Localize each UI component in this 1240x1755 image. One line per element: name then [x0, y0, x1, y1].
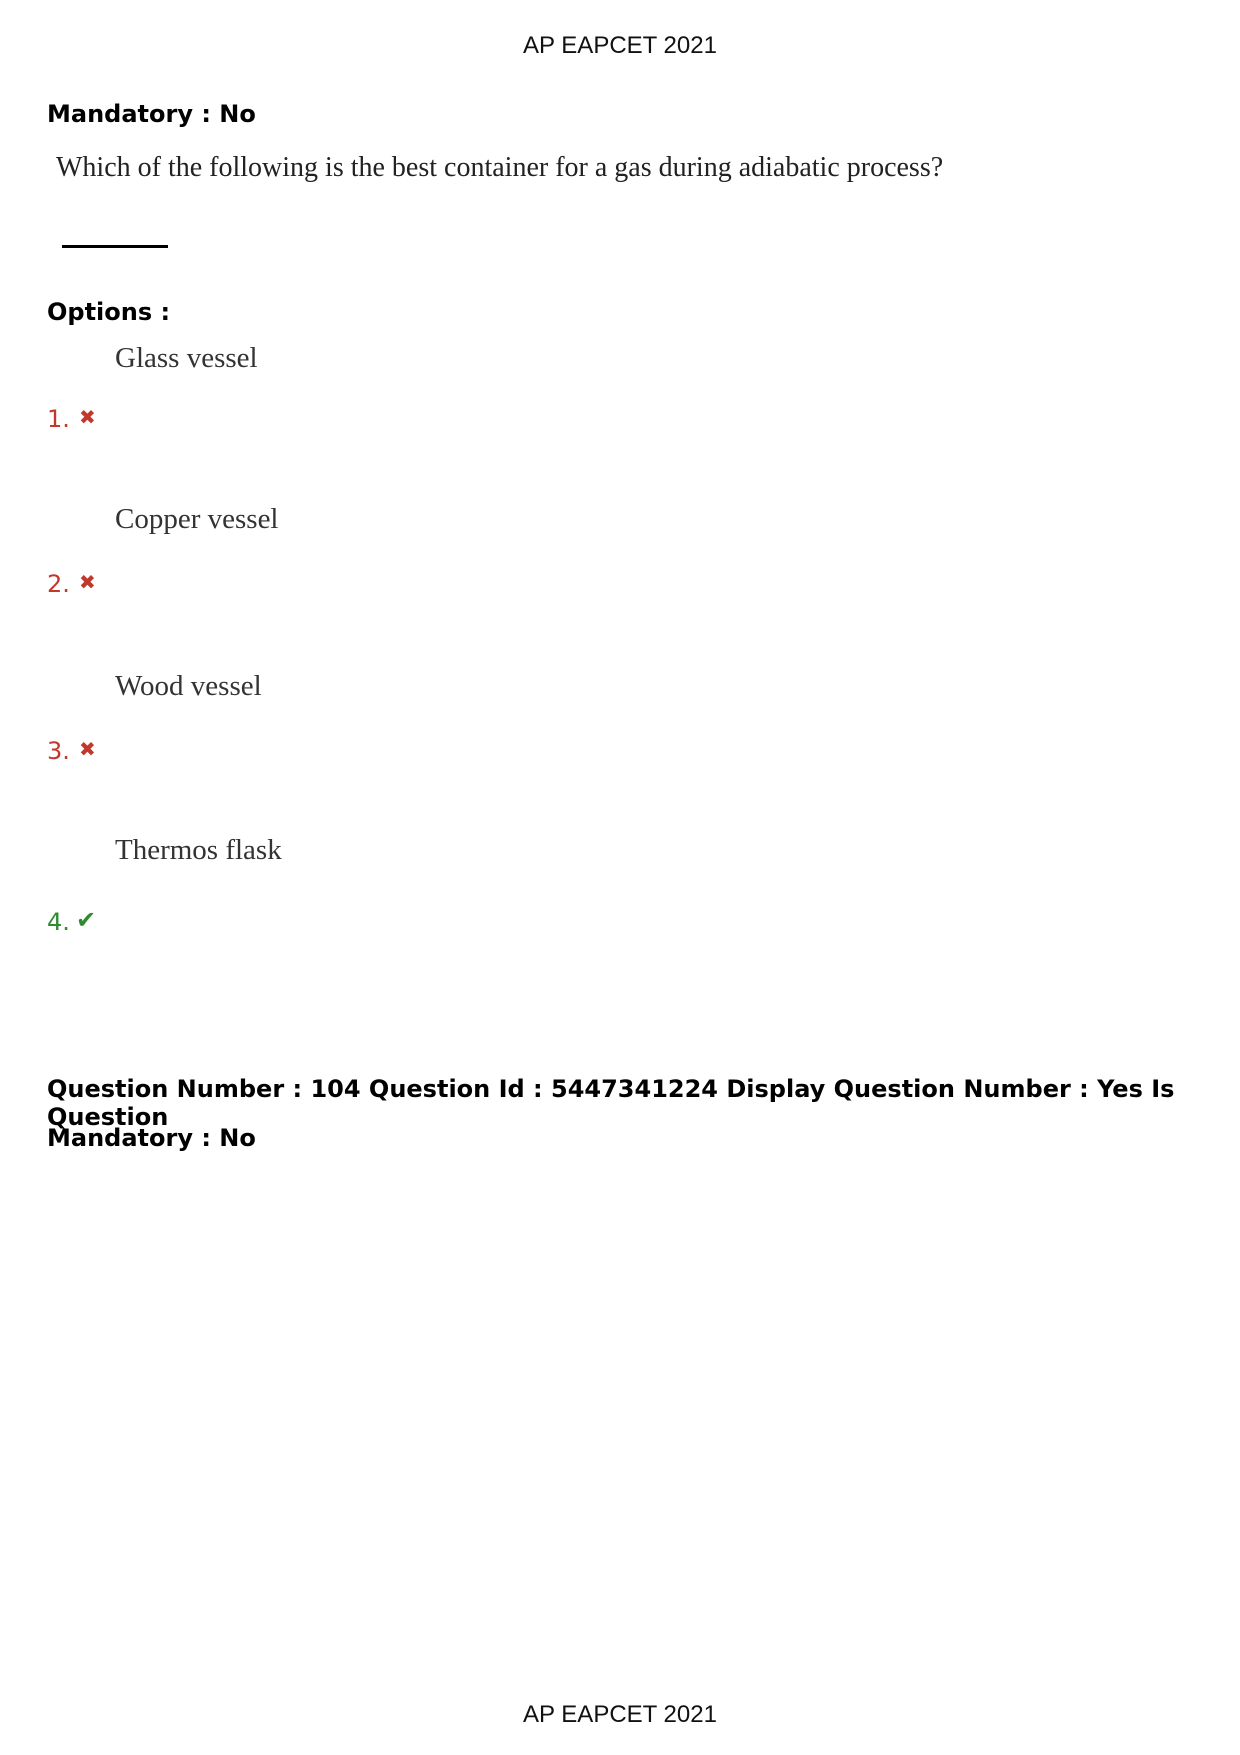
- cross-mark-icon: ✖: [79, 405, 96, 429]
- option-3-english: Wood vessel: [115, 670, 262, 702]
- check-mark-icon: ✔: [76, 906, 97, 934]
- cross-mark-icon: ✖: [79, 737, 96, 761]
- option-2-english: Copper vessel: [115, 503, 279, 535]
- option-3-number: 3.: [47, 737, 70, 765]
- option-1-number: 1.: [47, 405, 70, 433]
- question-text-english: Which of the following is the best container for a gas during adiabatic process?: [56, 152, 944, 183]
- answer-blank: [62, 223, 168, 248]
- option-2-number: 2.: [47, 570, 70, 598]
- mandatory-label: Mandatory : No: [47, 100, 256, 128]
- page-header: AP EAPCET 2021: [523, 32, 717, 59]
- option-4-number: 4.: [47, 908, 70, 936]
- cross-mark-icon: ✖: [79, 570, 96, 594]
- option-1-english: Glass vessel: [115, 342, 258, 374]
- next-question-info: Question Number : 104 Question Id : 5447341224 Display Question Number : Yes Is Question: [47, 1075, 1175, 1131]
- page-footer: AP EAPCET 2021: [523, 1701, 717, 1728]
- options-label: Options :: [47, 298, 171, 326]
- question-text-telugu: [54, 222, 168, 255]
- next-question-mandatory: Mandatory : No: [47, 1124, 256, 1152]
- option-4-english: Thermos flask: [115, 834, 282, 866]
